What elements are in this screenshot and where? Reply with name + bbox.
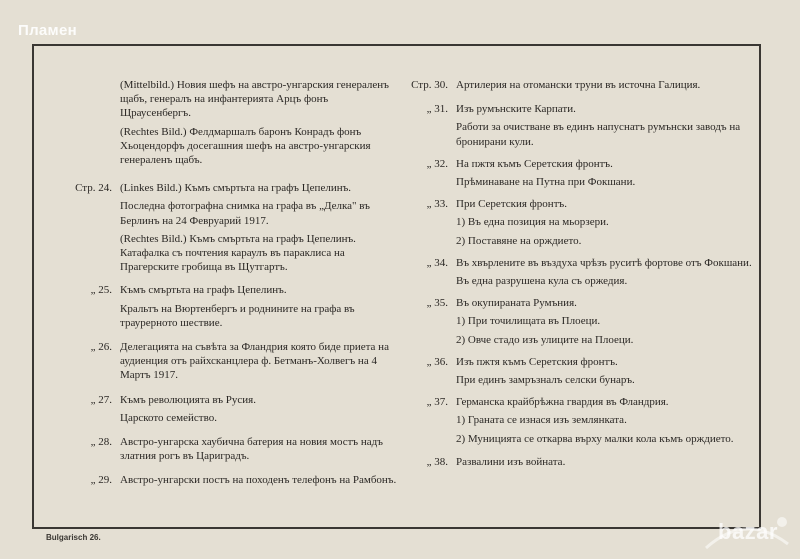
entry-text	[120, 78, 398, 167]
entry	[404, 157, 754, 189]
entry	[404, 455, 754, 469]
entry-text	[120, 181, 398, 274]
entry-text	[120, 393, 398, 425]
entry-text	[456, 102, 754, 149]
entry	[58, 181, 398, 274]
entry	[404, 78, 754, 92]
page-number: „ 26.	[90, 341, 112, 354]
entry	[58, 435, 398, 463]
entry-text	[456, 78, 754, 92]
entry-text	[456, 197, 754, 248]
entry	[58, 393, 398, 425]
logo-text: bazar	[718, 519, 778, 544]
page-number: „ 38.	[426, 455, 448, 468]
entry	[404, 395, 754, 446]
page-number: „ 33.	[426, 198, 448, 211]
watermark-text: Пламен	[18, 22, 77, 39]
caption-line: Въ една разрушена кула съ оржедия.	[456, 275, 628, 288]
caption-line: Прѣминаване на Путна при Фокшани.	[456, 176, 636, 189]
entry	[404, 256, 754, 288]
caption-line: Развалини изъ войната.	[456, 455, 566, 468]
entry-text	[120, 340, 398, 383]
caption-line: Делегацията на съвѣта за Фландрия която биде приета на аудиенция отъ райхсканцлера ф. Бетманъ-Холвегъ на 4 Мартъ 1917.	[120, 341, 389, 382]
entry	[404, 102, 754, 149]
caption-line: (Linkes Bild.) Къмъ смъртьта на графъ Цепелинъ.	[120, 182, 352, 195]
caption-line: 1) Граната се изнася изъ землянката.	[456, 414, 627, 427]
page-number: „ 25.	[90, 284, 112, 297]
entry	[404, 197, 754, 248]
page-number: „ 35.	[426, 297, 448, 310]
caption-line: На пжтя къмъ Серетския фронтъ.	[456, 157, 613, 170]
caption-line: При единъ замръзналъ селски бунаръ.	[456, 374, 635, 387]
entry-text	[456, 256, 754, 288]
entry-text	[456, 355, 754, 387]
caption-line: 2) Овче стадо изъ улиците на Плоеци.	[456, 333, 634, 346]
caption-line: Работи за очистване въ единъ напуснатъ румънски заводъ на бронирани кули.	[456, 121, 741, 148]
page-number: Стр. 24.	[75, 182, 112, 195]
caption-line: (Rechtes Bild.) Къмъ смъртьта на графъ Цепелинъ. Катафалка съ почтения караулъ въ параклиса на Прагерските гробища въ Щутгартъ.	[120, 232, 356, 274]
entry-text	[456, 296, 754, 347]
entry	[404, 355, 754, 387]
caption-line: (Rechtes Bild.) Фелдмаршалъ баронъ Конрадъ фонъ Хьоцендорфъ досегашния шефъ на австро-унгарския генераленъ щабъ.	[120, 125, 371, 167]
page-number: „ 37.	[426, 396, 448, 409]
entry-text	[456, 455, 754, 469]
entry-text	[456, 395, 754, 446]
entry-text	[120, 473, 398, 487]
caption-line: Изъ румънските Карпати.	[456, 103, 576, 116]
page-number: „ 31.	[426, 103, 448, 116]
entry-text	[120, 435, 398, 463]
caption-line: При Серетския фронтъ.	[456, 198, 567, 211]
caption-line: Въ хвърлените въ въздуха чрѣзъ руситѣ фортове отъ Фокшани.	[456, 256, 752, 269]
caption-line: Къмъ смъртьта на графъ Цепелинъ.	[120, 284, 287, 297]
page-number: „ 32.	[426, 157, 448, 170]
caption-line: 1) Въ една позиция на мьорзери.	[456, 216, 609, 229]
entry	[58, 283, 398, 330]
caption-line: Последна фотографна снимка на графа въ „Делка" въ Берлинъ на 24 Февруарий 1917.	[120, 200, 370, 227]
caption-line: 2) Муницията се откарва върху малки кола къмъ орждието.	[456, 432, 734, 445]
footer-label: Bulgarisch 26.	[46, 533, 101, 542]
entry-text	[456, 157, 754, 189]
caption-line: Австро-унгарски постъ на походенъ телефонъ на Рамбонъ.	[120, 474, 397, 487]
caption-line: Артилерия на отомански труни въ источна Галиция.	[456, 79, 701, 91]
entry	[58, 340, 398, 383]
page-number: „ 27.	[90, 393, 112, 406]
caption-line: (Mittelbild.) Новия шефъ на австро-унгарския генераленъ щабъ, генералъ на инфантерията Арцъ фонъ Щраусенбергъ.	[120, 79, 389, 120]
right-column	[404, 78, 754, 469]
caption-line: Изъ пжтя къмъ Серетския фронтъ.	[456, 355, 618, 368]
caption-line: Царското семейство.	[120, 411, 217, 424]
caption-line: Австро-унгарска хаубична батерия на новия мостъ надъ златния рогъ въ Цариградъ.	[120, 436, 383, 463]
entry	[404, 296, 754, 347]
left-column	[58, 78, 398, 488]
caption-line: 1) При точилищата въ Плоеци.	[456, 315, 601, 328]
caption-line: Кральтъ на Вюртенбергъ и роднините на графа въ траурерното шествие.	[120, 302, 355, 329]
page-number: Стр. 30.	[411, 79, 448, 91]
page-number: „ 34.	[426, 256, 448, 269]
page-number: „ 36.	[426, 355, 448, 368]
page-number: „ 29.	[90, 474, 112, 487]
entry-text	[120, 283, 398, 330]
entry	[58, 78, 398, 167]
caption-line: Германска крайбрѣжна гвардия въ Фландрия.	[456, 396, 669, 409]
caption-line: Къмъ революцията въ Русия.	[120, 393, 256, 406]
caption-line: Въ окупираната Румъния.	[456, 297, 577, 310]
caption-line: 2) Поставяне на орждието.	[456, 234, 582, 247]
entry	[58, 473, 398, 487]
page-number: „ 28.	[90, 436, 112, 449]
